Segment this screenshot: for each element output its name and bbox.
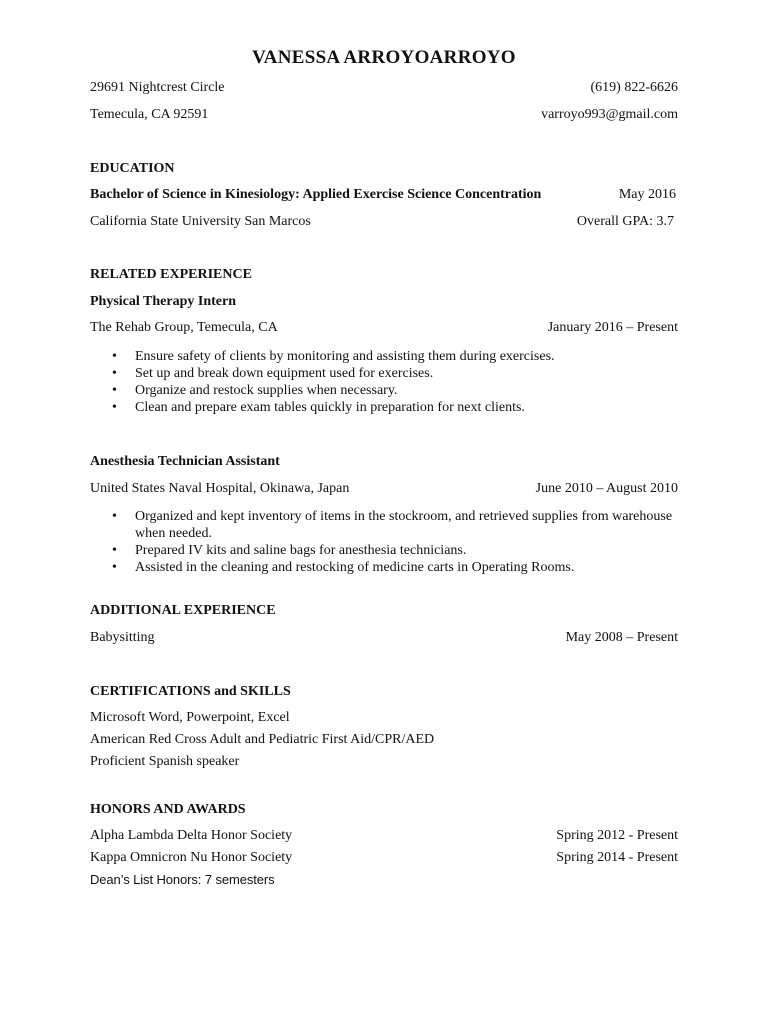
list-item: • Set up and break down equipment used for exercises. [112, 366, 434, 381]
bullet-icon: • [112, 383, 117, 398]
list-item: • Organize and restock supplies when necessary. [112, 383, 398, 398]
honor-name: Alpha Lambda Delta Honor Society [90, 828, 293, 843]
certification-item: Proficient Spanish speaker [90, 754, 240, 769]
bullet-icon: • [112, 366, 117, 381]
street-address: 29691 Nightcrest Circle [90, 80, 225, 95]
job-dates: June 2010 – August 2010 [535, 481, 678, 496]
related-experience-heading: RELATED EXPERIENCE [90, 267, 252, 282]
job-org-row [90, 480, 678, 498]
additional-experience-item: Babysitting [90, 630, 155, 645]
list-item: • Assisted in the cleaning and restocking of medicine carts in Operating Rooms. [112, 560, 575, 575]
school-row [90, 213, 678, 231]
bullet-icon: • [112, 349, 117, 364]
additional-experience-row [90, 629, 678, 647]
bullet-icon: • [112, 543, 117, 558]
candidate-name: VANESSA ARROYOARROYO [252, 47, 516, 68]
phone-number: (619) 822-6626 [590, 80, 678, 95]
job-title: Physical Therapy Intern [90, 294, 236, 309]
honor-dates: Spring 2012 - Present [556, 828, 678, 843]
bullet-icon: • [112, 560, 117, 575]
list-item: • Clean and prepare exam tables quickly in preparation for next clients. [112, 400, 525, 415]
certification-item: American Red Cross Adult and Pediatric First Aid/CPR/AED [90, 732, 435, 747]
honor-row [90, 849, 678, 867]
additional-experience-dates: May 2008 – Present [565, 630, 678, 645]
job-org-row [90, 319, 678, 337]
job-duties-list [90, 348, 678, 416]
job-duties-list [90, 508, 678, 576]
list-item: • Prepared IV kits and saline bags for anesthesia technicians. [112, 543, 467, 558]
list-item: • Organized and kept inventory of items in the stockroom, and retrieved supplies from warehouse when needed. [112, 509, 673, 541]
degree-title: Bachelor of Science in Kinesiology: Applied Exercise Science Concentration [90, 187, 542, 202]
education-heading: EDUCATION [90, 161, 175, 176]
job-title: Anesthesia Technician Assistant [90, 454, 280, 469]
job-organization: United States Naval Hospital, Okinawa, Japan [90, 481, 350, 496]
degree-row [90, 186, 678, 204]
honor-row [90, 827, 678, 845]
deans-list-honors: Dean’s List Honors: 7 semesters [90, 872, 275, 887]
list-item: • Ensure safety of clients by monitoring and assisting them during exercises. [112, 349, 555, 364]
gpa: Overall GPA: 3.7 [576, 214, 674, 229]
degree-date: May 2016 [618, 187, 676, 202]
additional-experience-heading: ADDITIONAL EXPERIENCE [90, 603, 276, 618]
job-organization: The Rehab Group, Temecula, CA [90, 320, 278, 335]
bullet-icon: • [112, 400, 117, 415]
honor-name: Kappa Omnicron Nu Honor Society [90, 850, 293, 865]
school-name: California State University San Marcos [90, 214, 311, 229]
honors-heading: HONORS AND AWARDS [90, 802, 246, 817]
honor-dates: Spring 2014 - Present [556, 850, 678, 865]
certifications-heading: CERTIFICATIONS and SKILLS [90, 684, 291, 699]
city-state-zip: Temecula, CA 92591 [90, 107, 209, 122]
bullet-icon: • [112, 509, 117, 524]
contact-row-1 [90, 79, 678, 97]
email-address: varroyo993@gmail.com [541, 107, 678, 122]
job-dates: January 2016 – Present [547, 320, 678, 335]
certification-item: Microsoft Word, Powerpoint, Excel [90, 710, 290, 725]
contact-row-2 [90, 106, 678, 124]
